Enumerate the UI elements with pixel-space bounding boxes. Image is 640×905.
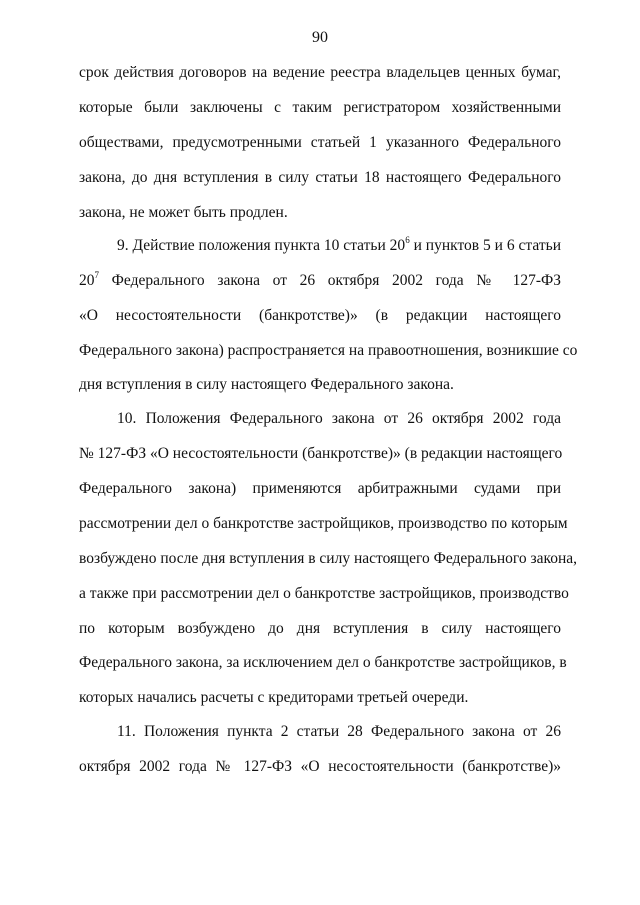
text-line: возбуждено после дня вступления в силу настоящего Федерального закона, <box>79 550 578 567</box>
text-line <box>79 272 561 290</box>
text-line: закона, не может быть продлен. <box>79 204 288 221</box>
text-segment: 20 <box>79 272 95 289</box>
text-line: а также при рассмотрении дел о банкротстве застройщиков, производство <box>79 585 569 602</box>
text-line: октября 2002 года № 127-ФЗ «О несостоятельности (банкротстве)» <box>79 758 561 775</box>
text-line <box>117 237 561 255</box>
text-line: рассмотрении дел о банкротстве застройщиков, производство по которым <box>79 515 568 532</box>
text-line: закона, до дня вступления в силу статьи 18 настоящего Федерального <box>79 169 561 186</box>
text-line: Федерального закона, за исключением дел о банкротстве застройщиков, в <box>79 654 567 671</box>
text-line: по которым возбуждено до дня вступления в силу настоящего <box>79 620 561 637</box>
text-line: обществами, предусмотренными статьей 1 указанного Федерального <box>79 134 561 151</box>
text-line: 10. Положения Федерального закона от 26 октября 2002 года <box>117 410 561 427</box>
text-line: которых начались расчеты с кредиторами третьей очереди. <box>79 689 469 706</box>
text-line: дня вступления в силу настоящего Федерального закона. <box>79 376 454 393</box>
superscript: 7 <box>94 270 99 280</box>
text-line: которые были заключены с таким регистратором хозяйственными <box>79 99 561 116</box>
text-line: 11. Положения пункта 2 статьи 28 Федерального закона от 26 <box>117 723 561 740</box>
text-segment: Федерального закона от 26 октября 2002 года № 127-ФЗ <box>99 272 561 289</box>
text-line: № 127-ФЗ «О несостоятельности (банкротстве)» (в редакции настоящего <box>79 445 563 462</box>
text-line: Федерального закона) применяются арбитражными судами при <box>79 480 561 497</box>
text-line: Федерального закона) распространяется на правоотношения, возникшие со <box>79 342 578 359</box>
superscript: 6 <box>405 235 410 245</box>
text-segment: 9. Действие положения пункта 10 статьи 20 <box>117 237 406 254</box>
text-line: срок действия договоров на ведение реестра владельцев ценных бумаг, <box>79 64 561 81</box>
page-number: 90 <box>312 29 328 46</box>
text-line: «О несостоятельности (банкротстве)» (в редакции настоящего <box>79 307 561 324</box>
text-segment: и пунктов 5 и 6 статьи <box>409 237 562 254</box>
